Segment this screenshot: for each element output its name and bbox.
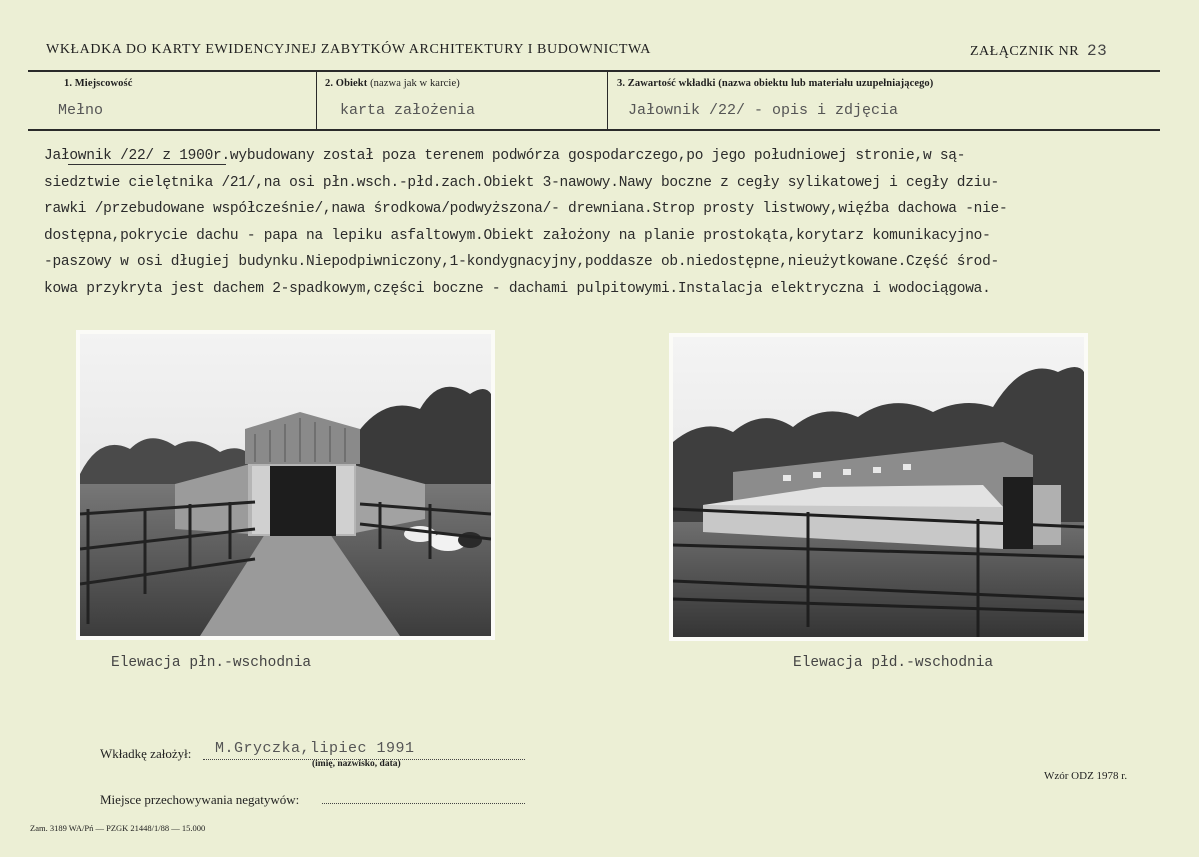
contents-label: 3. Zawartość wkładki (nazwa obiektu lub materiału uzupełniającego) [617,78,934,89]
created-by-label: Wkładkę założył: [100,746,192,761]
created-by-note: (imię, nazwisko, data) [312,759,401,769]
place-label: 1. Miejscowość [64,78,133,89]
print-note: Zam. 3189 WA/Pń — PZGK 21448/1/88 — 15.000 [30,823,206,833]
description-line: -paszowy w osi długiej budynku.Niepodpiwniczony,1-kondygnacyjny,poddasze ob.niedostępne,nieużytkowane.Część środ- [44,254,1000,270]
header-bottom-rule [28,129,1160,131]
document-title: WKŁADKA DO KARTY EWIDENCYJNEJ ZABYTKÓW ARCHITEKTURY I BUDOWNICTWA [46,42,651,57]
barn-photo-1 [80,334,491,636]
negatives-location-dotline [322,803,525,804]
barn-photo-2 [673,337,1084,637]
field-divider-1 [316,71,317,129]
description-line: siedztwie cielętnika /21/,na osi płn.wsch.-płd.zach.Obiekt 3-nawowy.Nawy boczne z cegły sylikatowej i cegły dziu- [44,174,1000,191]
negatives-location-label: Miejsce przechowywania negatywów: [100,792,300,807]
object-label: 2. Obiekt (nazwa jak w karcie) [325,78,460,89]
photo-frame-1 [76,330,495,640]
description-line: kowa przykryta jest dachem 2-spadkowym,części boczne - dachami pulpitowymi.Instalacja elektryczna i wodociągowa. [44,280,991,297]
photo-caption-1: Elewacja płn.-wschodnia [111,655,312,671]
created-by-value: M.Gryczka,lipiec 1991 [215,740,415,757]
description-line: Jałownik /22/ z 1900r.wybudowany został poza terenem podwórza gospodarczego,po jego południowej stronie,w są- [44,148,966,164]
annex-label: ZAŁĄCZNIK NR [970,44,1080,59]
photo-caption-2: Elewacja płd.-wschodnia [793,655,994,671]
contents-value: Jałownik /22/ - opis i zdjęcia [628,102,899,119]
description-line: rawki /przebudowane współcześnie/,nawa środkowa/podwyższona/- drewniana.Strop prosty listwowy,więźba dachowa -nie- [44,201,1008,217]
header-top-rule [28,70,1160,72]
form-reference: Wzór ODZ 1978 r. [1044,770,1128,782]
place-value: Mełno [58,102,104,119]
title-underline [68,164,226,165]
annex-number: 23 [1087,42,1108,60]
object-value: karta założenia [340,102,476,119]
object-description [44,143,1194,302]
annex-label-group [970,42,1107,60]
field-divider-2 [607,71,608,129]
photo-ne-elevation [80,334,491,636]
description-line: dostępna,pokrycie dachu - papa na lepiku asfaltowym.Obiekt założony na planie prostokąta,korytarz komunikacyjno- [44,227,991,244]
photo-se-elevation [673,337,1084,637]
photo-frame-2 [669,333,1088,641]
